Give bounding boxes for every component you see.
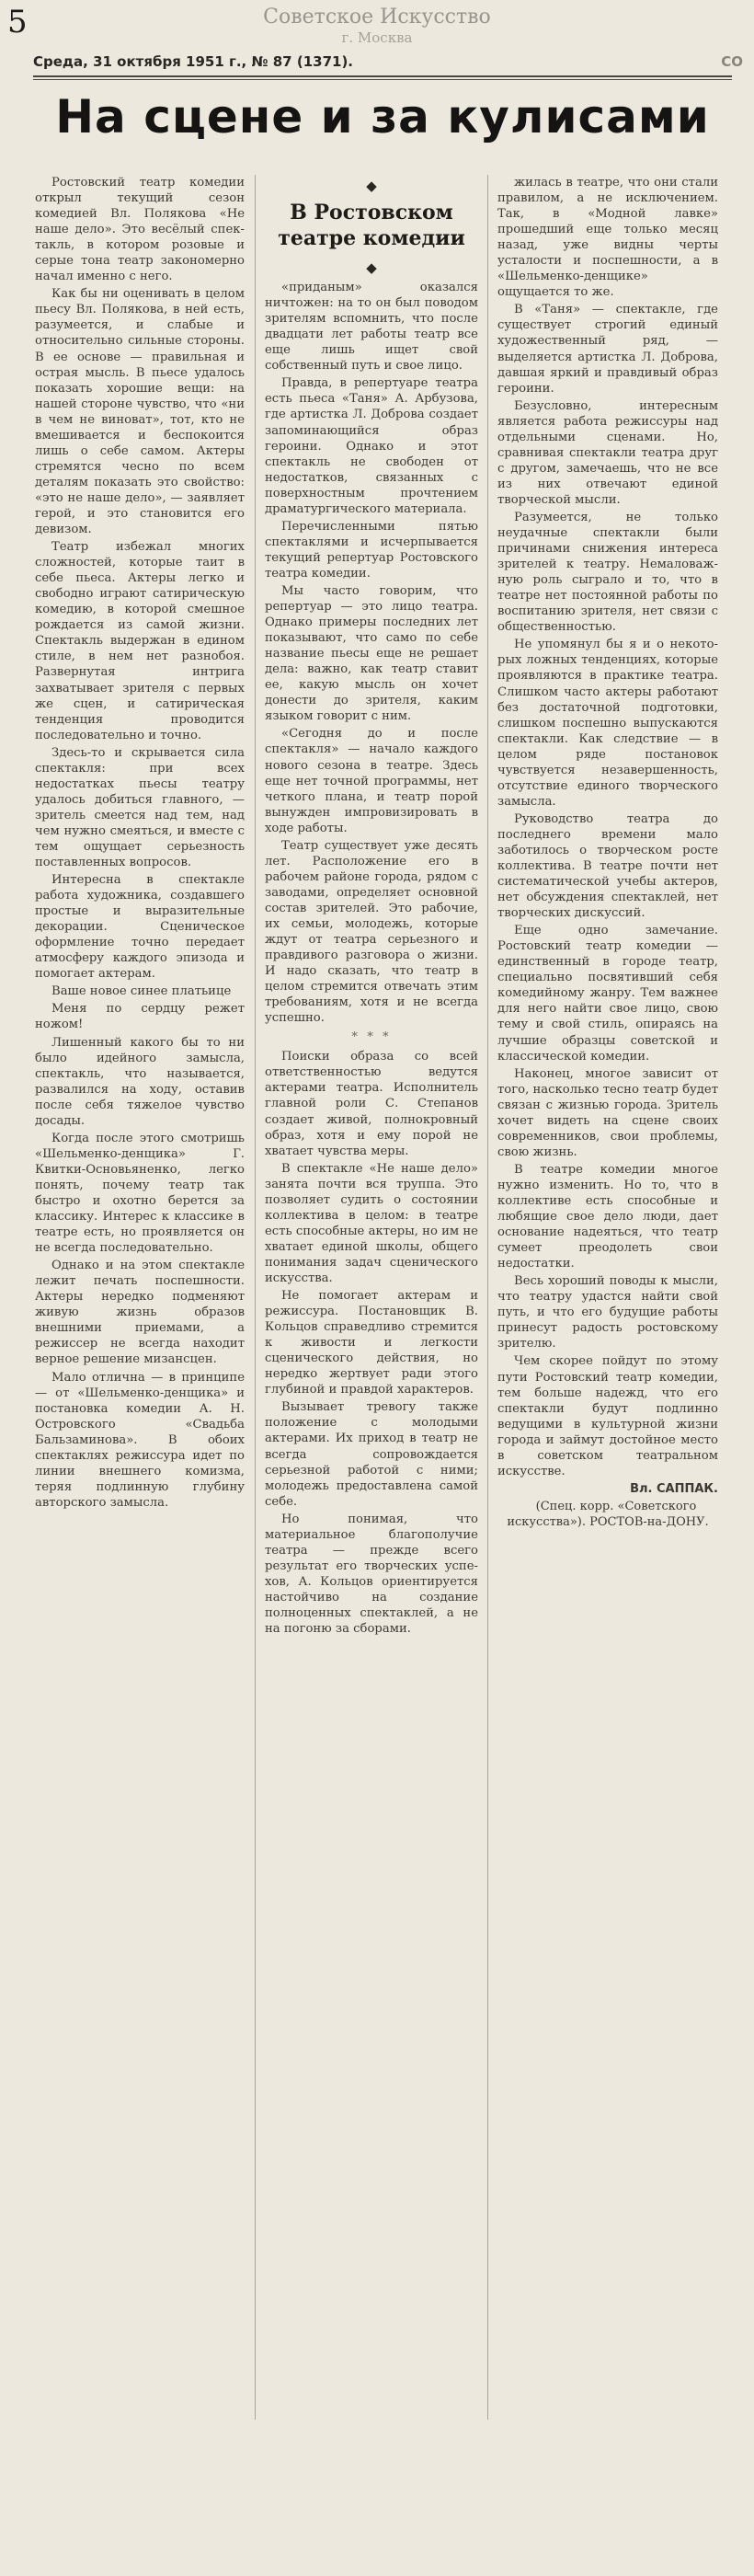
issue-date: Среда, 31 октября 1951 г., № 87 (1371).: [33, 53, 353, 70]
column-divider: [487, 175, 488, 2420]
paragraph: Правда, в репертуаре театра есть пьеса «Таня» А. Арбузова, где артистка Л. Доброва создает запоминающийся образ героини. Однако и этот спектакль не свободен от недостатков, связанных с поверхностным прочтением драматургического материала.: [265, 376, 478, 516]
paragraph: Театр избежал многих сложностей, которые таит в себе пьеса. Актеры легко и свободно играют сатирическую комедию, в которой смешное рождается из самой жизни. Спектакль выдержан в едином стиле, в нем нет разнобоя. Развернутая интрига захватывает зрителя с первых же сцен, и сатирическая тенденция проводится последовательно и точно.: [35, 540, 245, 742]
section-separator: * * *: [351, 1030, 392, 1045]
column-3: [497, 175, 718, 2420]
paragraph: Как бы ни оценивать в целом пьесу Вл. Полякова, в ней есть, разумеется, и слабые и относительно сильные стороны. В ее основе — правильная и острая мысль. В пьесе удалось показать хорошие вещи: на нашей стороне чувство, что «ни в чем не виноват», тот, кто не вмешивается и беспокоится лишь о себе самом. Актеры стремятся чесно по всем деталям показать это свойство: «это не наше дело», — заявляет герой, и это становится его девизом.: [35, 287, 245, 537]
corner-mark: СО: [721, 53, 743, 70]
top-rule-thin: [33, 79, 732, 80]
column-2: [265, 175, 478, 2420]
paragraph: Наконец, многое зависит от того, насколько тесно театр будет связан с жизнью города. Зритель хочет видеть на сцене своих современников, свои проблемы, свою жизнь.: [497, 1066, 718, 1159]
masthead-city: г. Москва: [341, 29, 413, 46]
author-signature: Вл. САППАК.: [630, 1481, 718, 1496]
paragraph: Поиски образа со всей ответственностью ведутся актерами театра. Исполнитель главной роли С. Степанов создает живой, полнокровный образ, хотя и ему порой не хватает чувства меры.: [265, 1050, 478, 1158]
paragraph: Лишенный какого бы то ни было идейного замысла, спектакль, что называется, развалился на ходу, оставив после себя тяжелое чувство досады.: [35, 1035, 245, 1128]
paragraph: Разумеется, не только неудачные спектакли были причинами снижения интереса зрителей к театру. Немаловажную роль сыграло и то, что в театре нет постоянной работы по воспитанию зрителя, нет связи с общественностью.: [497, 510, 718, 635]
paragraph: Мало отлична — в принципе — от «Шельменко-денщика» и постановка комедии А. Н. Островского «Свадьба Бальзаминова». В обоих спектаклях режиссура идет по линии внешнего комизма, теряя подлинную глубину авторского замысла.: [35, 1370, 245, 1510]
paragraph: Ростовский театр комедии открыл текущий сезон комедией Вл. Полякова «Не наше дело». Это весёлый спектакль, в котором розовые и серые тона театр закономерно начал именно с него.: [35, 176, 245, 284]
paragraph: Здесь-то и скрывается сила спектакля: при всех недостатках пьесы театру удалось добиться главного, — зритель смеется над тем, над чем нужно смеяться, и вместе с тем ощущает серьезность поставленных вопросов.: [35, 745, 245, 870]
paragraph: Не помогает актерам и режиссура. Постановщик В. Кольцов справедливо стремится к живости и легкости сценического действия, но нередко жертвует ради этого глубиной и правдой характеров.: [265, 1289, 478, 1397]
column-1: [35, 175, 245, 2420]
author-credit: (Спец. корр. «Советского искусства»). РОСТОВ-на-ДОНУ.: [507, 1499, 709, 1529]
paragraph: Интересна в спектакле работа художника, создавшего простые и выразительные декорации. Сценическое оформление точно передает атмосферу каждого эпизода и помогает актерам.: [35, 873, 245, 982]
paragraph: Руководство театра до последнего времени мало заботилось о творческом росте коллектива. В театре почти нет систематической учебы актеров, нет обсуждения спектаклей, нет творческих дискуссий.: [497, 811, 718, 921]
paragraph: Не упомянул бы я и о некоторых ложных тенденциях, которые проявляются в практике театра. Слишком часто актеры работают без достаточной подготовки, слишком поспешно выпускаются спектакли. Как следствие — в целом ряде постановок чувствуется незавершенность, отсутствие единого творческого замысла.: [497, 638, 718, 809]
ornament-icon: ◆: [366, 178, 377, 194]
paragraph: Безусловно, интересным является работа режиссуры над отдельными сценами. Но, сравнивая спектакли театра друг с другом, замечаешь, что не все из них отвечают единой творческой мысли.: [497, 398, 718, 507]
paragraph: жилась в театре, что они стали правилом, а не исключением. Так, в «Модной лавке» прошедший еще только месяц назад, уже видны черты усталости и поспешности, а в «Шельменко-денщике» ощущается то же.: [497, 176, 718, 300]
paragraph: Еще одно замечание. Ростовский театр комедии — единственный в городе театр, специально посвятивший себя комедийному жанру. Тем важнее для него найти свое лицо, свою тему и свой стиль, опираясь на лучшие образцы советской и классической комедии.: [497, 924, 718, 1064]
paragraph: «приданым» оказался ничтожен: на то он был поводом зрителям вспомнить, что после двадцати лет работы театр все еще лишь ищет свой собственный путь и свое лицо.: [265, 281, 478, 374]
paragraph: Весь хороший поводы к мысли, что театру удастся найти свой путь, и что его будущие работы принесут радость ростовскому зрителю.: [497, 1274, 718, 1351]
masthead-title: Советское Искусство: [263, 6, 491, 29]
article-headline: На сцене и за кулисами: [55, 90, 710, 144]
paragraph: В спектакле «Не наше дело» занята почти вся труппа. Это позволяет судить о состоянии коллектива в целом: в театре есть способные актеры, но им не хватает единой школы, общего понимания задач сценического искусства.: [265, 1161, 478, 1285]
paragraph: Вызывает тревогу также положение с молодыми актерами. Их приход в театр не всегда сопровождается серьезной работой с ними; молодежь предоставлена самой себе.: [265, 1400, 478, 1509]
column-divider: [255, 175, 256, 2420]
page-number: 5: [7, 4, 28, 40]
dateline: [33, 53, 743, 70]
paragraph: В «Таня» — спектакле, где существует строгий единый художественный ряд, — выделяется артистка Л. Доброва, давшая яркий и правдивый образ героини.: [497, 303, 718, 396]
paragraph: Мы часто говорим, что репертуар — это лицо театра. Однако примеры последних лет показывают, что само по себе название пьесы еще не решает дела: важно, как театр ставит ее, какую мысль он хочет донести до зрителя, каким языком говорит с ним.: [265, 583, 478, 724]
paragraph: Театр существует уже десять лет. Расположение его в рабочем районе города, рядом с заводами, определяет основной состав зрителей. Это рабочие, их семьи, молодежь, которые ждут от театра серьезного и правдивого разговора о жизни. И надо сказать, что театр в целом стремится отвечать этим требованиям, хотя и не всегда успешно.: [265, 838, 478, 1026]
paragraph: «Сегодня до и после спектакля» — начало каждого нового сезона в театре. Здесь еще нет точной программы, нет четкого плана, и театр порой вынужден импровизировать в ходе работы.: [265, 727, 478, 835]
paragraph: Но понимая, что материальное благополучие театра — прежде всего результат его творческих успехов, А. Кольцов ориентируется настойчиво на создание полноценных спектаклей, а не на погоню за сборами.: [265, 1512, 478, 1637]
top-rule: [33, 75, 732, 77]
paragraph: Однако и на этом спектакле лежит печать поспешности. Актеры нередко подменяют живую жизнь образов внешними приемами, а режиссер не всегда находит верное решение мизансцен.: [35, 1259, 245, 1367]
paragraph: Перечисленными пятью спектаклями и исчерпывается текущий репертуар Ростовского театра комедии.: [265, 519, 478, 581]
paragraph: Когда после этого смотришь «Шельменко-денщика» Г. Квитки-Основьяненко, легко понять, почему театр так быстро и охотно берется за классику. Интерес к классике в театре есть, но проявляется он не всегда последовательно.: [35, 1131, 245, 1256]
paragraph: Меня по сердцу режет ножом!: [35, 1002, 245, 1032]
paragraph: В театре комедии многое нужно изменить. Но то, что в коллективе есть способные и любящие свое дело люди, дает основание надеяться, что театр сумеет преодолеть свои недостатки.: [497, 1162, 718, 1271]
ornament-icon: ◆: [366, 259, 377, 277]
section-subhead: В Ростовском театре комедии: [278, 201, 465, 251]
paragraph: Чем скорее пойдут по этому пути Ростовский театр комедии, тем больше надежд, что его спектакли будут подлинно ведущими в культурной жизни города и займут достойное место в советском театральном искусстве.: [497, 1354, 718, 1478]
paragraph: Ваше новое синее платьице: [51, 984, 232, 999]
